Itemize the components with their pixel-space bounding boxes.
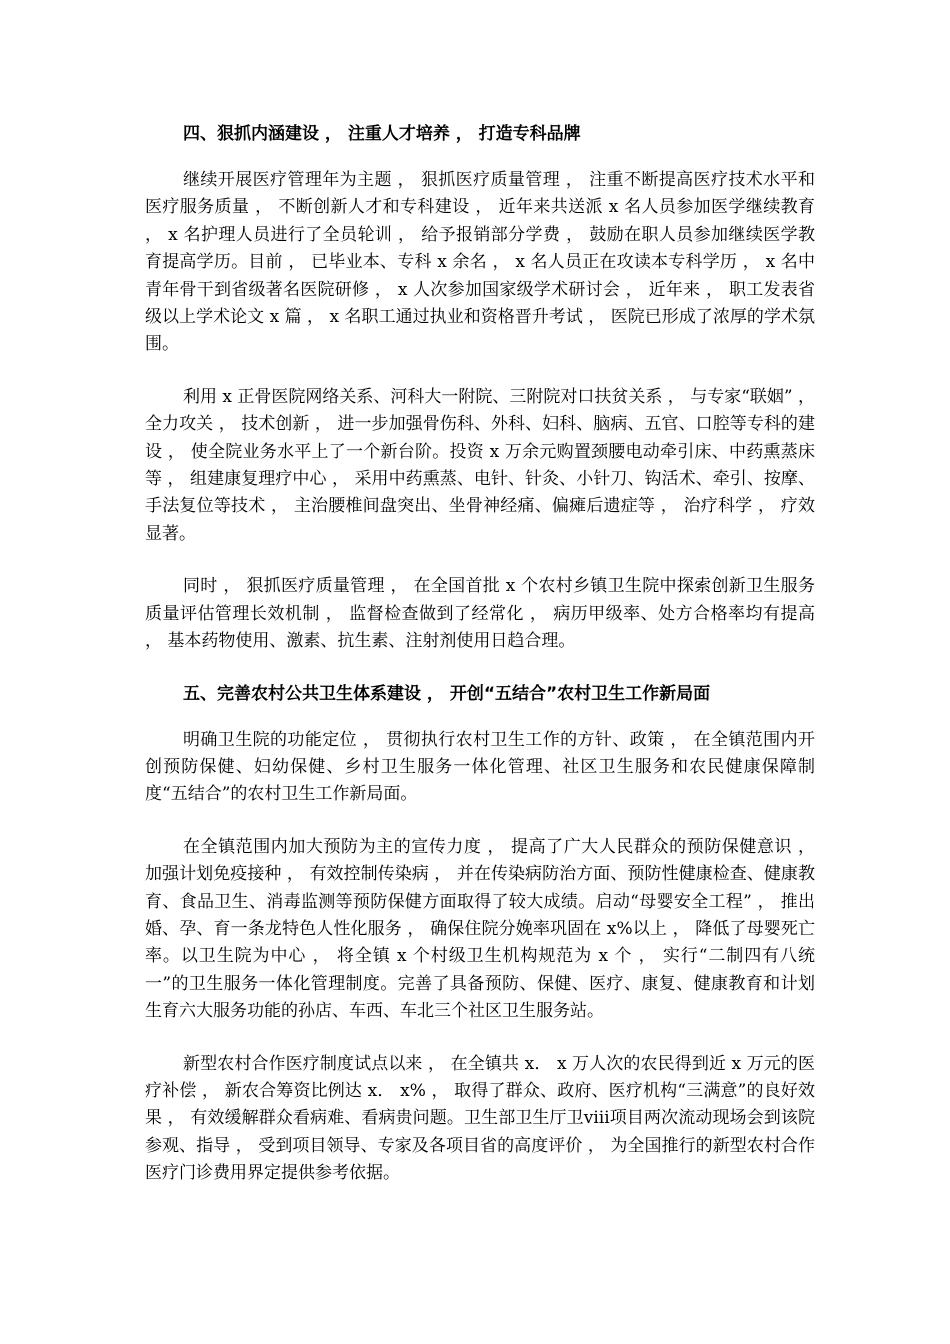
- paragraph: 利用 x 正骨医院网络关系、河科大一附院、三附院对口扶贫关系 ， 与专家“联姻” ， 全力攻关 ， 技术创新 ， 进一步加强骨伤科、外科、妇科、脑病、五官、口腔等专科的建设 ， 使全院业务水平上了一个新台阶。投资 x 万余元购置颈腰电动牵引床、中药熏蒸床等 ， 组建康复理疗中心 ， 采用中药熏蒸、电针、针灸、小针刀、钩活术、牵引、按摩、手法复位等技术 ， 主治腰椎间盘突出、坐骨神经痛、偏瘫后遗症等 ， 治疗科学 ， 疗效显著。: [145, 386, 815, 544]
- section-heading-4: 四、狠抓内涵建设 ， 注重人才培养 ， 打造专科品牌: [183, 124, 581, 144]
- paragraph: 明确卫生院的功能定位 ， 贯彻执行农村卫生工作的方针、政策 ， 在全镇范围内开创预防保健、妇幼保健、乡村卫生服务一体化管理、社区卫生服务和农民健康保障制度“五结合”的农村卫生工作新局面。: [145, 729, 815, 805]
- document-body: [145, 121, 815, 1213]
- paragraph: 继续开展医疗管理年为主题 ， 狠抓医疗质量管理 ， 注重不断提高医疗技术水平和医疗服务质量 ， 不断创新人才和专科建设 ， 近年来共送派 x 名人员参加医学继续教育 ， x 名护理人员进行了全员轮训 ， 给予报销部分学费 ， 鼓励在职人员参加继续医学教育提高学历。目前 ， 已毕业本、专科 x 余名 ， x 名人员正在攻读本专科学历 ， x 名中青年骨干到省级著名医院研修 ， x 人次参加国家级学术研讨会 ， 近年来 ， 职工发表省级以上学术论文 x 篇 ， x 名职工通过执业和资格晋升考试 ， 医院已形成了浓厚的学术氛围。: [145, 170, 815, 355]
- paragraph: 在全镇范围内加大预防为主的宣传力度 ， 提高了广大人民群众的预防保健意识 ， 加强计划免疫接种 ， 有效控制传染病 ， 并在传染病防治方面、预防性健康检查、健康教育、食品卫生、消毒监测等预防保健方面取得了较大成绩。启动“母婴安全工程” ， 推出婚、孕、育一条龙特色人性化服务 ， 确保住院分娩率巩固在 x%以上 ， 降低了母婴死亡率。以卫生院为中心 ， 将全镇 x 个村级卫生机构规范为 x 个 ， 实行“二制四有八统一”的卫生服务一体化管理制度。完善了具备预防、保健、医疗、康复、健康教育和计划生育六大服务功能的孙店、车西、车北三个社区卫生服务站。: [145, 836, 815, 1022]
- paragraph: 同时 ， 狠抓医疗质量管理 ， 在全国首批 x 个农村乡镇卫生院中探索创新卫生服务质量评估管理长效机制 ， 监督检查做到了经常化 ， 病历甲级率、处方合格率均有提高 ， 基本药物使用、激素、抗生素、注射剂使用日趋合理。: [145, 576, 815, 652]
- paragraph: 新型农村合作医疗制度试点以来 ， 在全镇共 x． x 万人次的农民得到近 x 万元的医疗补偿 ， 新农合筹资比例达 x． x% ， 取得了群众、政府、医疗机构“三满意”的良好效果 ， 有效缓解群众看病难、看病贵问题。卫生部卫生厅卫ⅷ项目两次流动现场会到该院参观、指导 ， 受到项目领导、专家及各项目省的高度评价 ， 为全国推行的新型农村合作医疗门诊费用界定提供参考依据。: [145, 1053, 815, 1184]
- section-heading-5: 五、完善农村公共卫生体系建设 ， 开创“五结合”农村卫生工作新局面: [183, 683, 711, 704]
